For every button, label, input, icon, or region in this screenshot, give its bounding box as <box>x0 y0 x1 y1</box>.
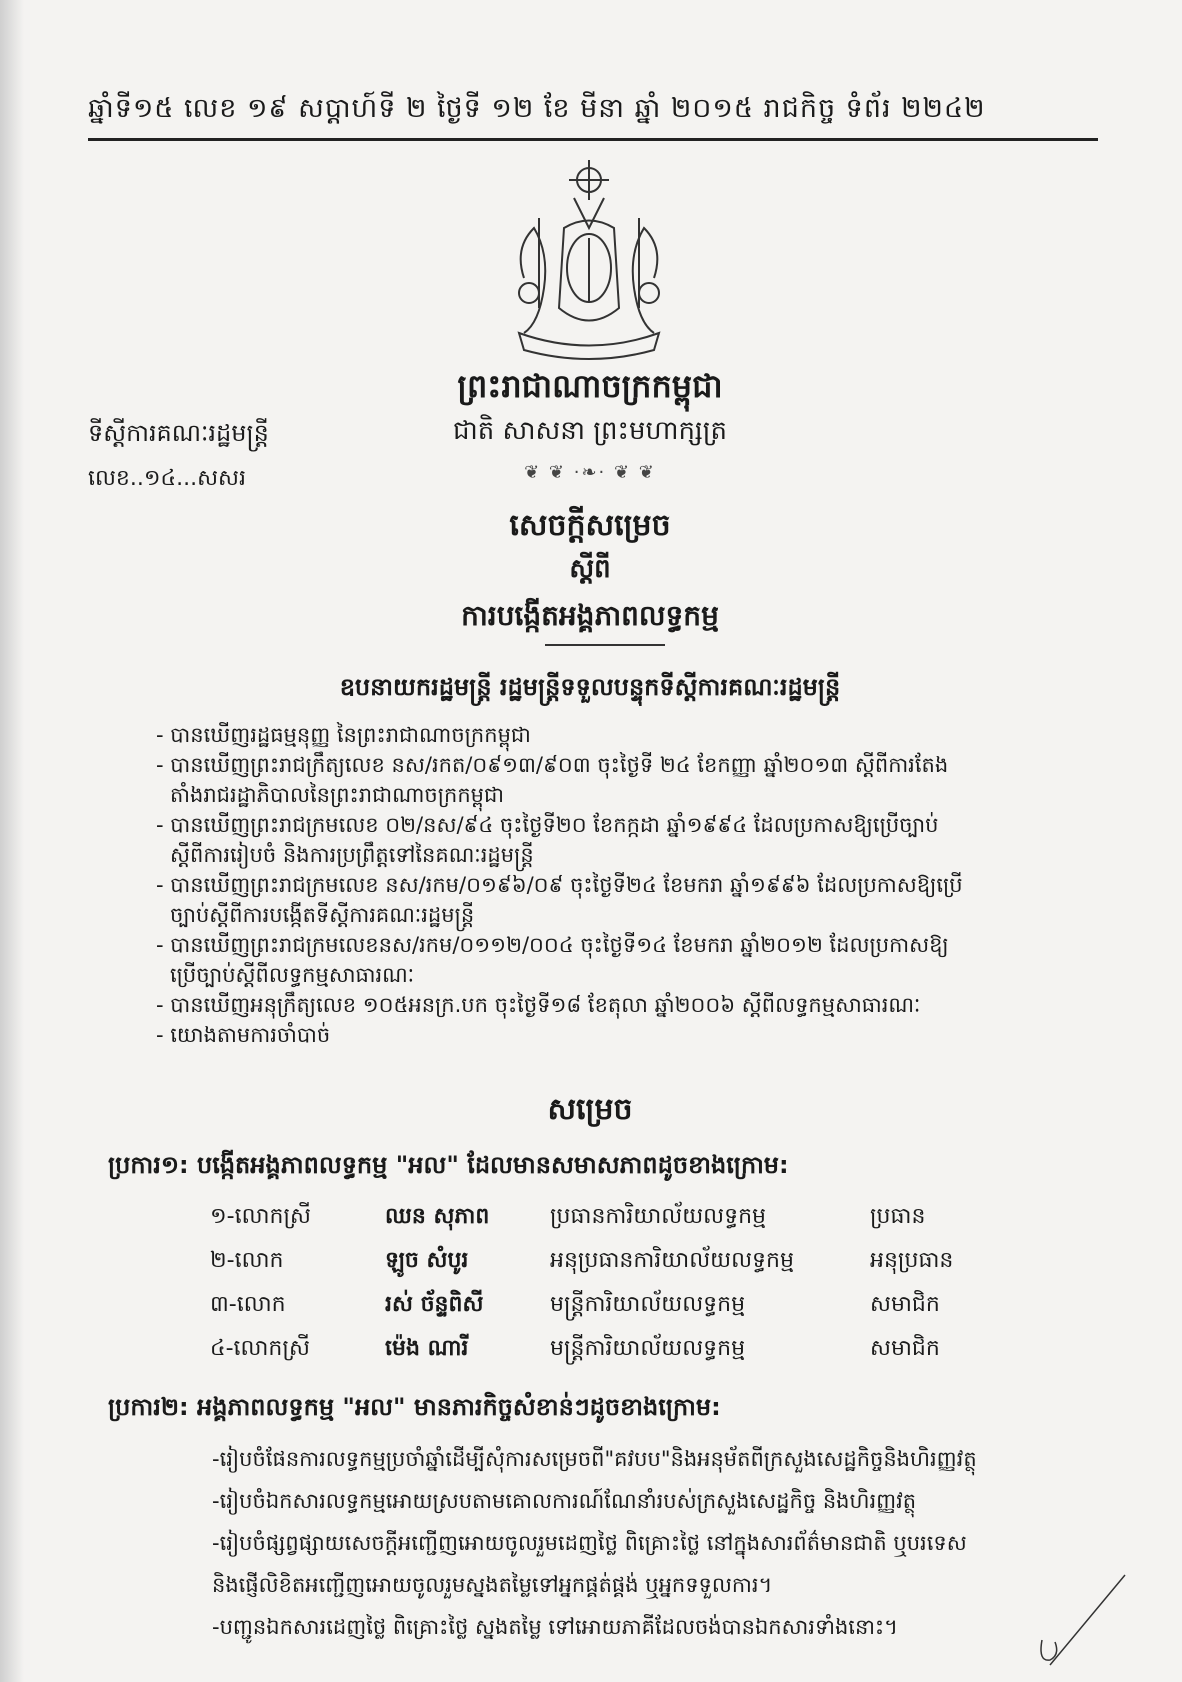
article-2-heading: ប្រការ២: អង្គភាពលទ្ធកម្ម "អល" មានភារកិច្ចសំខាន់ៗដូចខាងក្រោម: <box>108 1393 721 1421</box>
reference-item-continued: ប្រើច្បាប់ស្តីពីលទ្ធកម្មសាធារណៈ <box>170 963 415 987</box>
duties-list <box>212 1438 1092 1648</box>
gazette-header: ឆ្នាំទី១៥ លេខ ១៩ សប្តាហ៍ទី ២ ថ្ងៃទី ១២ ខែ មីនា ឆ្នាំ ២០១៥ រាជកិច្ច ទំព័រ ២២៤២ <box>88 93 986 124</box>
document-on-label: ស្តីពី <box>569 554 611 584</box>
reference-item: - បានឃើញព្រះរាជក្រមលេខ នស/រកម/០១៩៦/០៩ ចុះថ្ងៃទី២៤ ខែមករា ឆ្នាំ១៩៩៦ ដែលប្រកាសឱ្យប្រើ <box>156 873 963 897</box>
member-title: ២-លោក <box>210 1248 284 1273</box>
member-name: ឈន សុភាព <box>385 1204 490 1229</box>
member-name: រស់ ច័ន្ទពិសី <box>385 1292 484 1317</box>
member-name: ម៉េង ណារី <box>385 1336 469 1361</box>
reference-item: - បានឃើញព្រះរាជក្រមលេខនស/រកម/០១១២/០០៤ ចុះថ្ងៃទី១៤ ខែមករា ឆ្នាំ២០១២ ដែលប្រកាសឱ្យ <box>156 933 949 957</box>
decision-heading: សម្រេច <box>547 1092 633 1127</box>
table-row <box>210 1284 1030 1328</box>
member-position: មន្ត្រីការិយាល័យលទ្ធកម្ម <box>550 1336 746 1361</box>
table-row <box>210 1328 1030 1372</box>
reference-item: - យោងតាមការចាំបាច់ <box>156 1023 331 1047</box>
members-table <box>210 1196 1030 1372</box>
ornament-divider: ❦ ❦ ·❧· ❦ ❦ <box>524 462 656 483</box>
article-1-heading: ប្រការ១: បង្កើតអង្គភាពលទ្ធកម្ម "អល" ដែលមានសមាសភាពដូចខាងក្រោម: <box>108 1151 789 1179</box>
reference-item-continued: ស្តីពីការរៀបចំ និងការប្រព្រឹត្តទៅនៃគណៈរដ្ឋមន្ត្រី <box>170 843 534 867</box>
reference-item-continued: ច្បាប់ស្តីពីការបង្កើតទីស្តីការគណៈរដ្ឋមន្ត្រី <box>170 903 475 927</box>
reference-item: - បានឃើញរដ្ឋធម្មនុញ្ញ នៃព្រះរាជាណាចក្រកម្ពុជា <box>156 723 531 747</box>
member-role: សមាជិក <box>870 1336 940 1361</box>
member-name: ឡូច សំបូរ <box>385 1248 469 1273</box>
document-type: សេចក្តីសម្រេច <box>509 508 671 543</box>
table-row <box>210 1196 1030 1240</box>
reference-item: - បានឃើញអនុក្រឹត្យលេខ ១០៥អនក្រ.បក ចុះថ្ងៃទី១៨ ខែតុលា ឆ្នាំ២០០៦ ស្តីពីលទ្ធកម្មសាធារណៈ <box>156 993 921 1017</box>
member-position: អនុប្រធានការិយាល័យលទ្ធកម្ម <box>550 1248 794 1273</box>
duty-item: -បញ្ជូនឯកសារដេញថ្លៃ ពិគ្រោះថ្លៃ ស្នងតម្លៃ ទៅអោយភាគីដែលចង់បានឯកសារទាំងនោះ។ <box>212 1615 899 1639</box>
issuing-office: ទីស្តីការគណៈរដ្ឋមន្ត្រី <box>88 419 269 447</box>
reference-number: លេខ..១៤...សសរ <box>88 466 246 491</box>
header-rule <box>88 138 1098 141</box>
member-role: អនុប្រធាន <box>870 1248 954 1273</box>
table-row <box>210 1240 1030 1284</box>
national-motto: ជាតិ សាសនា ព្រះមហាក្សត្រ <box>453 416 727 446</box>
duty-item: -រៀបចំឯកសារលទ្ធកម្មអោយស្របតាមគោលការណ៍ណែនាំរបស់ក្រសួងសេដ្ឋកិច្ច និងហិរញ្ញវត្ថុ <box>212 1489 917 1513</box>
member-title: ៤-លោកស្រី <box>210 1336 310 1361</box>
issuer-line: ឧបនាយករដ្ឋមន្ត្រី រដ្ឋមន្ត្រីទទួលបន្ទុកទីស្តីការគណៈរដ្ឋមន្ត្រី <box>339 673 841 701</box>
member-title: ១-លោកស្រី <box>210 1204 311 1229</box>
reference-item: - បានឃើញព្រះរាជក្រឹត្យលេខ នស/រកត/០៩១៣/៩០៣ ចុះថ្ងៃទី ២៤ ខែកញ្ញា ឆ្នាំ២០១៣ ស្តីពីការតែង <box>156 753 949 777</box>
title-underline <box>545 644 665 646</box>
member-role: ប្រធាន <box>870 1204 926 1229</box>
kingdom-name: ព្រះរាជាណាចក្រកម្ពុជា <box>457 367 723 405</box>
member-position: ប្រធានការិយាល័យលទ្ធកម្ម <box>550 1204 767 1229</box>
reference-item-continued: តាំងរាជរដ្ឋាភិបាលនៃព្រះរាជាណាចក្រកម្ពុជា <box>170 783 504 807</box>
royal-coat-of-arms-icon <box>494 158 684 368</box>
duty-item-continued: និងផ្ញើលិខិតអញ្ជើញអោយចូលរួមស្នងតម្លៃទៅអ្នកផ្គត់ផ្គង់ ឬអ្នកទទួលការ។ <box>212 1573 773 1597</box>
duty-item: -រៀបចំផែនការលទ្ធកម្មប្រចាំឆ្នាំដើម្បីសុំការសម្រេចពី"គវបប"និងអនុម័តពីក្រសួងសេដ្ឋកិច្ចនិងហិរញ្ញវត្ថុ <box>212 1447 977 1471</box>
reference-item: - បានឃើញព្រះរាជក្រមលេខ ០២/នស/៩៤ ចុះថ្ងៃទី២០ ខែកក្កដា ឆ្នាំ១៩៩៤ ដែលប្រកាសឱ្យប្រើច្បាប់ <box>156 813 939 837</box>
member-title: ៣-លោក <box>210 1292 286 1317</box>
member-position: មន្ត្រីការិយាល័យលទ្ធកម្ម <box>550 1292 746 1317</box>
document-subject: ការបង្កើតអង្គភាពលទ្ធកម្ម <box>461 599 719 632</box>
duty-item: -រៀបចំផ្សព្វផ្សាយសេចក្តីអញ្ជើញអោយចូលរួមដេញថ្លៃ ពិគ្រោះថ្លៃ នៅក្នុងសារព័ត៌មានជាតិ ឬបរទេស <box>212 1531 967 1555</box>
member-role: សមាជិក <box>870 1292 940 1317</box>
scan-edge-shadow <box>0 0 24 1682</box>
signature-mark <box>1020 1570 1130 1670</box>
legal-references-list <box>156 720 1056 1050</box>
